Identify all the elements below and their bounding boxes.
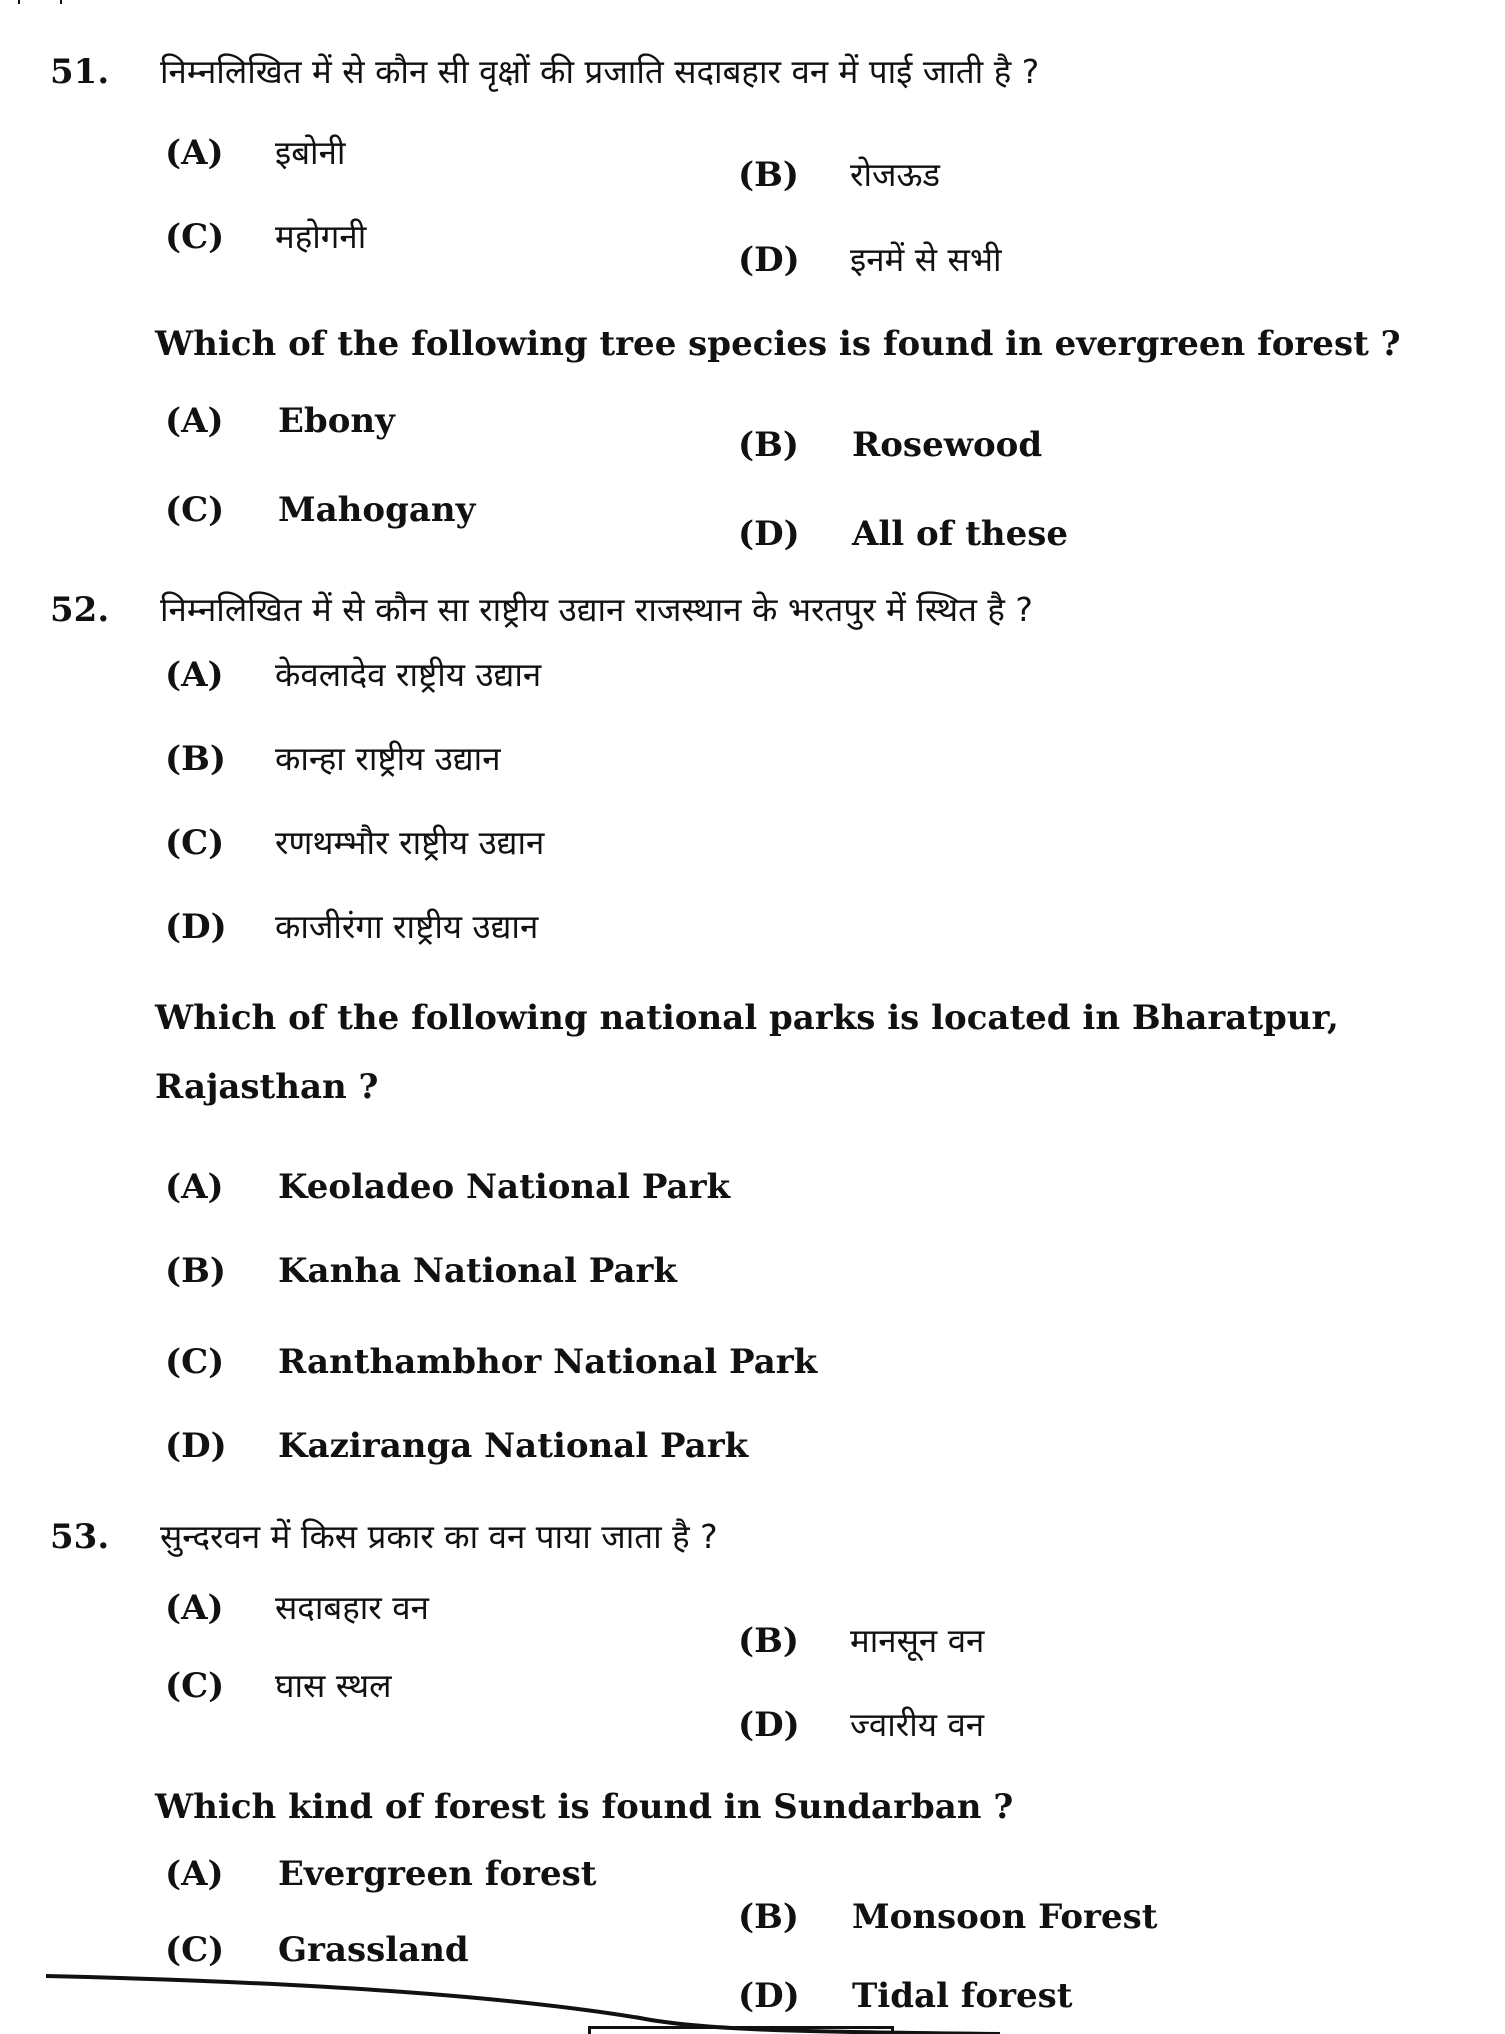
option-text-english: Ranthambhor National Park [278, 1342, 818, 1382]
option-text-english: All of these [852, 514, 1069, 554]
option-label: (C) [165, 1930, 225, 1970]
option-label: (A) [165, 1588, 224, 1628]
option-text-english: Mahogany [278, 490, 476, 530]
option-label: (C) [165, 490, 225, 530]
option-label: (A) [165, 133, 224, 173]
question-text-hindi: निम्नलिखित में से कौन सा राष्ट्रीय उद्यान राजस्थान के भरतपुर में स्थित है ? [160, 590, 1033, 629]
option-text-english: Grassland [278, 1930, 469, 1970]
option-label: (C) [165, 217, 225, 257]
option-text-hindi: इनमें से सभी [850, 240, 1002, 279]
option-text-english: Kanha National Park [278, 1251, 677, 1291]
option-label: (B) [738, 425, 799, 465]
option-text-hindi: घास स्थल [275, 1666, 392, 1705]
option-label: (C) [165, 1342, 225, 1382]
option-label: (B) [738, 1621, 799, 1661]
option-label: (B) [738, 155, 799, 195]
question-number: 52. [50, 590, 110, 630]
option-text-hindi: महोगनी [275, 217, 367, 256]
option-text-english: Keoladeo National Park [278, 1167, 731, 1207]
question-text-english: Which of the following national parks is located in Bharatpur, [155, 998, 1339, 1038]
option-text-english: Tidal forest [852, 1976, 1073, 2016]
question-text-hindi: सुन्दरवन में किस प्रकार का वन पाया जाता है ? [160, 1517, 718, 1556]
option-text-english: Rosewood [852, 425, 1043, 465]
option-text-hindi: ज्वारीय वन [850, 1705, 985, 1744]
page-header-bracket [18, 0, 62, 4]
option-text-english: Kaziranga National Park [278, 1426, 749, 1466]
option-text-hindi: सदाबहार वन [275, 1588, 429, 1627]
option-label: (D) [738, 1976, 800, 2016]
option-label: (D) [738, 240, 800, 280]
option-label: (C) [165, 1666, 225, 1706]
option-label: (D) [738, 514, 800, 554]
option-text-hindi: रोजऊड [850, 155, 941, 194]
question-text-english: Which kind of forest is found in Sundarban ? [155, 1787, 1014, 1827]
question-text-english-continued: Rajasthan ? [155, 1067, 379, 1107]
option-text-hindi: इबोनी [275, 133, 346, 172]
option-label: (A) [165, 1854, 224, 1894]
option-label: (B) [738, 1897, 799, 1937]
option-label: (B) [165, 1251, 226, 1291]
option-text-hindi: कान्हा राष्ट्रीय उद्यान [275, 739, 501, 778]
question-number: 51. [50, 52, 110, 92]
option-label: (A) [165, 401, 224, 441]
option-label: (B) [165, 739, 226, 779]
question-text-hindi: निम्नलिखित में से कौन सी वृक्षों की प्रजाति सदाबहार वन में पाई जाती है ? [160, 52, 1040, 91]
option-label: (A) [165, 1167, 224, 1207]
option-label: (D) [165, 1426, 227, 1466]
option-text-hindi: मानसून वन [850, 1621, 985, 1660]
option-text-hindi: रणथम्भौर राष्ट्रीय उद्यान [275, 823, 545, 862]
footer-box [588, 2026, 894, 2034]
option-text-english: Monsoon Forest [852, 1897, 1158, 1937]
option-text-english: Evergreen forest [278, 1854, 597, 1894]
option-label: (D) [165, 907, 227, 947]
option-label: (D) [738, 1705, 800, 1745]
option-text-english: Ebony [278, 401, 395, 441]
option-text-hindi: काजीरंगा राष्ट्रीय उद्यान [275, 907, 539, 946]
option-label: (C) [165, 823, 225, 863]
question-text-english: Which of the following tree species is found in evergreen forest ? [155, 324, 1401, 364]
option-text-hindi: केवलादेव राष्ट्रीय उद्यान [275, 655, 542, 694]
option-label: (A) [165, 655, 224, 695]
question-number: 53. [50, 1517, 110, 1557]
